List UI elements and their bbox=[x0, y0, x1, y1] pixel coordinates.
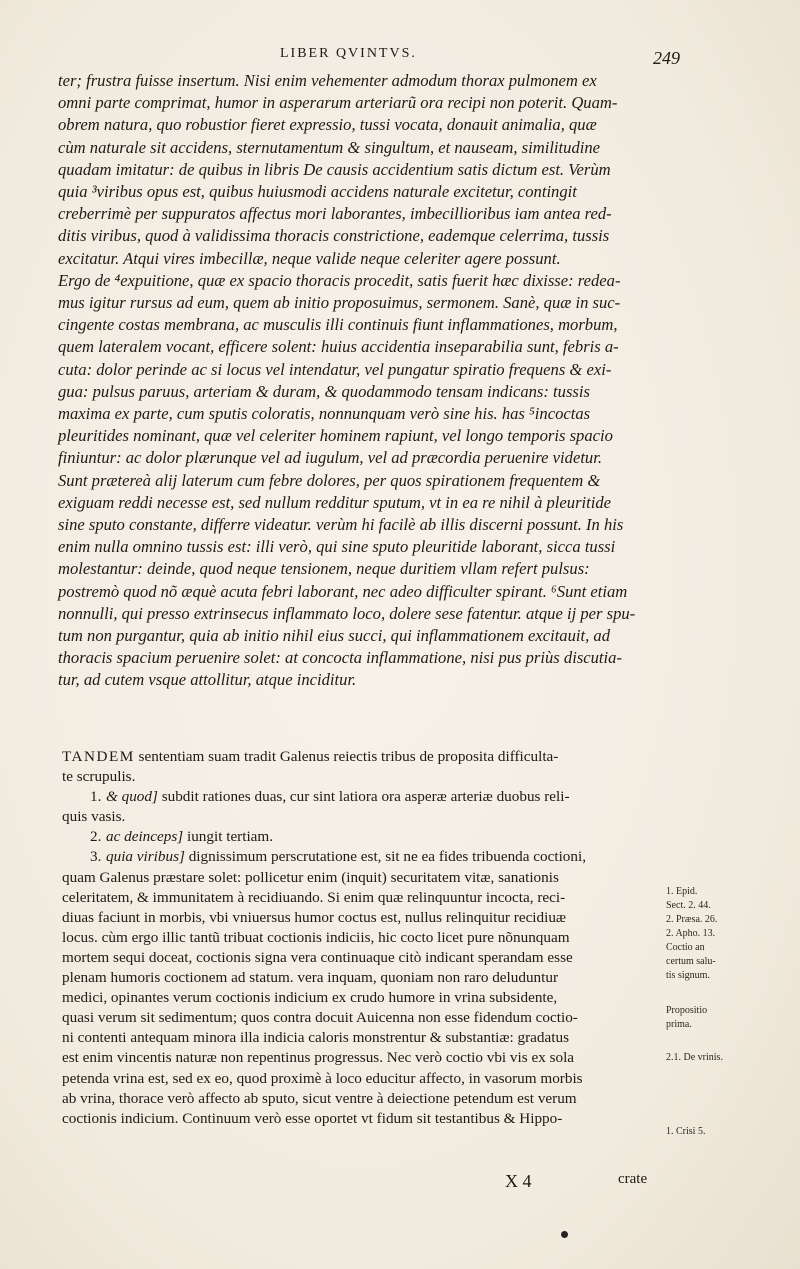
commentary-line: mortem sequi doceat, coctionis signa vera continuaque citò indicant sperandam esse bbox=[62, 948, 573, 966]
commentary-intro-line2: te scrupulis. bbox=[62, 768, 136, 786]
text-line: tum non purgantur, quia ab initio nihil eius succi, qui inflammationem excitauit, ad bbox=[58, 626, 611, 646]
text-line: excitatur. Atqui vires imbecillæ, neque valide neque celeriter agere possunt. bbox=[58, 248, 561, 268]
margin-note-group-1 bbox=[666, 886, 794, 984]
text-line: quadam imitatur: de quibus in libris De causis accidentium satis dictum est. Verùm bbox=[58, 159, 611, 179]
margin-note: Coctio an bbox=[666, 942, 705, 953]
margin-note: Sect. 2. 44. bbox=[666, 900, 711, 911]
margin-note-group-3 bbox=[666, 1052, 794, 1066]
ink-dot bbox=[561, 1231, 568, 1238]
text-line: finiuntur: ac dolor plærunque vel ad iugulum, vel ad præcordia peruenire videtur. bbox=[58, 448, 602, 468]
intro-text: sententiam suam tradit Galenus reiectis tribus de proposita difficulta- bbox=[134, 748, 559, 765]
text-line: thoracis spacium peruenire solet: at concocta inflammatione, nisi pus priùs discutia- bbox=[58, 648, 622, 668]
commentary-line: medici, opinantes verum coctionis indicium ex crudo humore in vrina subsidente, bbox=[62, 989, 558, 1007]
item-number: 1. bbox=[90, 788, 102, 806]
intro-word: TANDEM bbox=[62, 748, 135, 765]
margin-note: 1. Crisi 5. bbox=[666, 1126, 706, 1137]
text-line: quia ³viribus opus est, quibus huiusmodi accidens naturale excitetur, contingit bbox=[58, 182, 577, 202]
text-line: exiguam reddi necesse est, sed nullum redditur sputum, vt in ea re nihil à pleuritide bbox=[58, 492, 612, 512]
text-line: enim nulla omnino tussis est: illi verò, qui sine sputo pleuritide laborant, sicca tussi bbox=[58, 537, 616, 557]
commentary-block bbox=[62, 747, 658, 1129]
text-line: creberrimè per suppuratos affectus mori laborantes, imbecillioribus iam antea red- bbox=[58, 204, 612, 224]
commentary-line: ni contenti antequam minora illa indicia caloris monstrentur & substantiæ: gradatus bbox=[62, 1029, 569, 1047]
text-line: obrem natura, quo robustior fieret expressio, tussi vocata, donauit animalia, quæ bbox=[58, 115, 597, 135]
commentary-item-1 bbox=[62, 787, 658, 807]
commentary-line: plenam humoris coctionem ad statum. vera inquam, quoniam non raro deluduntur bbox=[62, 969, 559, 987]
commentary-line: diuas faciunt in morbis, vbi vniuersus humor coctus est, nullus relinquitur recidiuæ bbox=[62, 908, 567, 926]
item-lemma: & quod] bbox=[106, 788, 158, 806]
text-line: nonnulli, qui presso extrinsecus inflammato loco, dolere sese fatentur. atque ij per spu- bbox=[58, 603, 636, 623]
text-line: molestantur: deinde, quod neque tensionem, neque duritiem vllam refert pulsus: bbox=[58, 559, 590, 579]
text-line: ditis viribus, quod à validissima thoracis constrictione, eademque celerrima, tussis bbox=[58, 226, 610, 246]
commentary-lines bbox=[62, 868, 658, 1129]
margin-note: prima. bbox=[666, 1019, 692, 1030]
text-line: tur, ad cutem vsque attollitur, atque inciditur. bbox=[58, 670, 357, 690]
text-line: maxima ex parte, cum sputis coloratis, nonnunquam verò sine his. has ⁵incoctas bbox=[58, 404, 591, 424]
commentary-item-3 bbox=[62, 847, 658, 867]
text-line: gua: pulsus paruus, arteriam & duram, & quodammodo tensam indicans: tussis bbox=[58, 381, 590, 401]
margin-note: 2.1. De vrinis. bbox=[666, 1052, 723, 1063]
commentary-line: ab vrina, thorace verò affecto ab sputo, sicut ventre à deiectione petendum est verum bbox=[62, 1089, 577, 1107]
text-line: sine sputo constante, differre videatur. verùm hi facilè ab illis discerni possunt. In his bbox=[58, 515, 624, 535]
margin-note-group-2 bbox=[666, 1005, 794, 1033]
commentary-line: quam Galenus præstare solet: pollicetur enim (inquit) securitatem vitæ, sanationis bbox=[62, 868, 559, 886]
commentary-line: coctionis indicium. Continuum verò esse oportet vt fidum sit testantibus & Hippo- bbox=[62, 1109, 563, 1127]
text-line: pleuritides nominant, quæ vel celeriter hominem rapiunt, vel longo temporis spacio bbox=[58, 426, 613, 446]
item-number: 3. bbox=[90, 848, 102, 866]
commentary-line: locus. cùm ergo illic tantũ tribuat coctionis indiciis, hic cocto licet pure nõnunquam bbox=[62, 928, 570, 946]
commentary-item-2 bbox=[62, 827, 658, 847]
commentary-line: est enim vincentis naturæ non repentinus progressus. Nec verò coctio vbi vis ex sola bbox=[62, 1049, 575, 1067]
commentary-item-1-cont: quis vasis. bbox=[62, 808, 126, 826]
text-line: Sunt prætereà alij laterum cum febre dolores, per quos spirationem frequentem & bbox=[58, 470, 601, 490]
margin-note: 2. Apho. 13. bbox=[666, 928, 716, 939]
item-text: iungit tertiam. bbox=[183, 828, 274, 846]
running-head: LIBER QVINTVS. bbox=[280, 46, 417, 61]
text-line: cingente costas membrana, ac musculis illi continuis fiunt inflammationes, morbum, bbox=[58, 315, 618, 335]
item-number: 2. bbox=[90, 828, 102, 846]
margin-note: certum salu- bbox=[666, 956, 716, 967]
margin-note: tis signum. bbox=[666, 970, 710, 981]
catchword: crate bbox=[618, 1171, 648, 1187]
text-line: ter; frustra fuisse insertum. Nisi enim vehementer admodum thorax pulmonem ex bbox=[58, 71, 597, 90]
margin-note-group-4 bbox=[666, 1126, 794, 1140]
folio-number: 249 bbox=[653, 48, 680, 68]
text-line: mus igitur rursus ad eum, quem ab initio proposuimus, sermonem. Sanè, quæ in suc- bbox=[58, 293, 621, 313]
text-line: cuta: dolor perinde ac si locus vel intendatur, vel pungatur spiratio frequens & exi- bbox=[58, 359, 612, 379]
signature-mark: X 4 bbox=[505, 1171, 532, 1191]
commentary-intro bbox=[62, 747, 658, 767]
margin-note: 1. Epid. bbox=[666, 886, 698, 897]
margin-note: 2. Præsa. 26. bbox=[666, 914, 718, 925]
page-header bbox=[70, 46, 680, 70]
commentary-line: petenda vrina est, sed ex eo, quod proximè à loco educitur affecto, in vasorum morbis bbox=[62, 1069, 583, 1087]
commentary-line: celeritatem, & immunitatem à recidiuando. Si enim quæ relinquuntur incocta, reci- bbox=[62, 888, 566, 906]
margin-note: Propositio bbox=[666, 1005, 708, 1016]
text-line: cùm naturale sit accidens, sternutamentum & singultum, et nauseam, similitudine bbox=[58, 137, 601, 157]
text-line: Ergo de ⁴expuitione, quæ ex spacio thoracis procedit, satis fuerit hæc dixisse: redea- bbox=[58, 270, 621, 290]
text-line: quem lateralem vocant, efficere solent: huius accidentia inseparabilia sunt, febris a- bbox=[58, 337, 619, 357]
item-lemma: quia viribus] bbox=[106, 848, 185, 866]
text-line: omni parte comprimat, humor in asperarum arteriarũ ora recipi non poterit. Quam- bbox=[58, 93, 618, 113]
galen-text-block bbox=[58, 70, 658, 692]
item-text: subdit rationes duas, cur sint latiora ora asperæ arteriæ duobus reli- bbox=[157, 788, 570, 806]
commentary-line: quasi verum sit sedimentum; quos contra docuit Auicenna non esse fidendum coctio- bbox=[62, 1009, 578, 1027]
item-lemma: ac deinceps] bbox=[106, 828, 184, 846]
text-line: postremò quod nõ æquè acuta febri laborant, nec adeo difficulter spirant. ⁶Sunt etiam bbox=[58, 581, 628, 601]
item-text: dignissimum perscrutatione est, sit ne ea fides tribuenda coctioni, bbox=[184, 848, 587, 866]
